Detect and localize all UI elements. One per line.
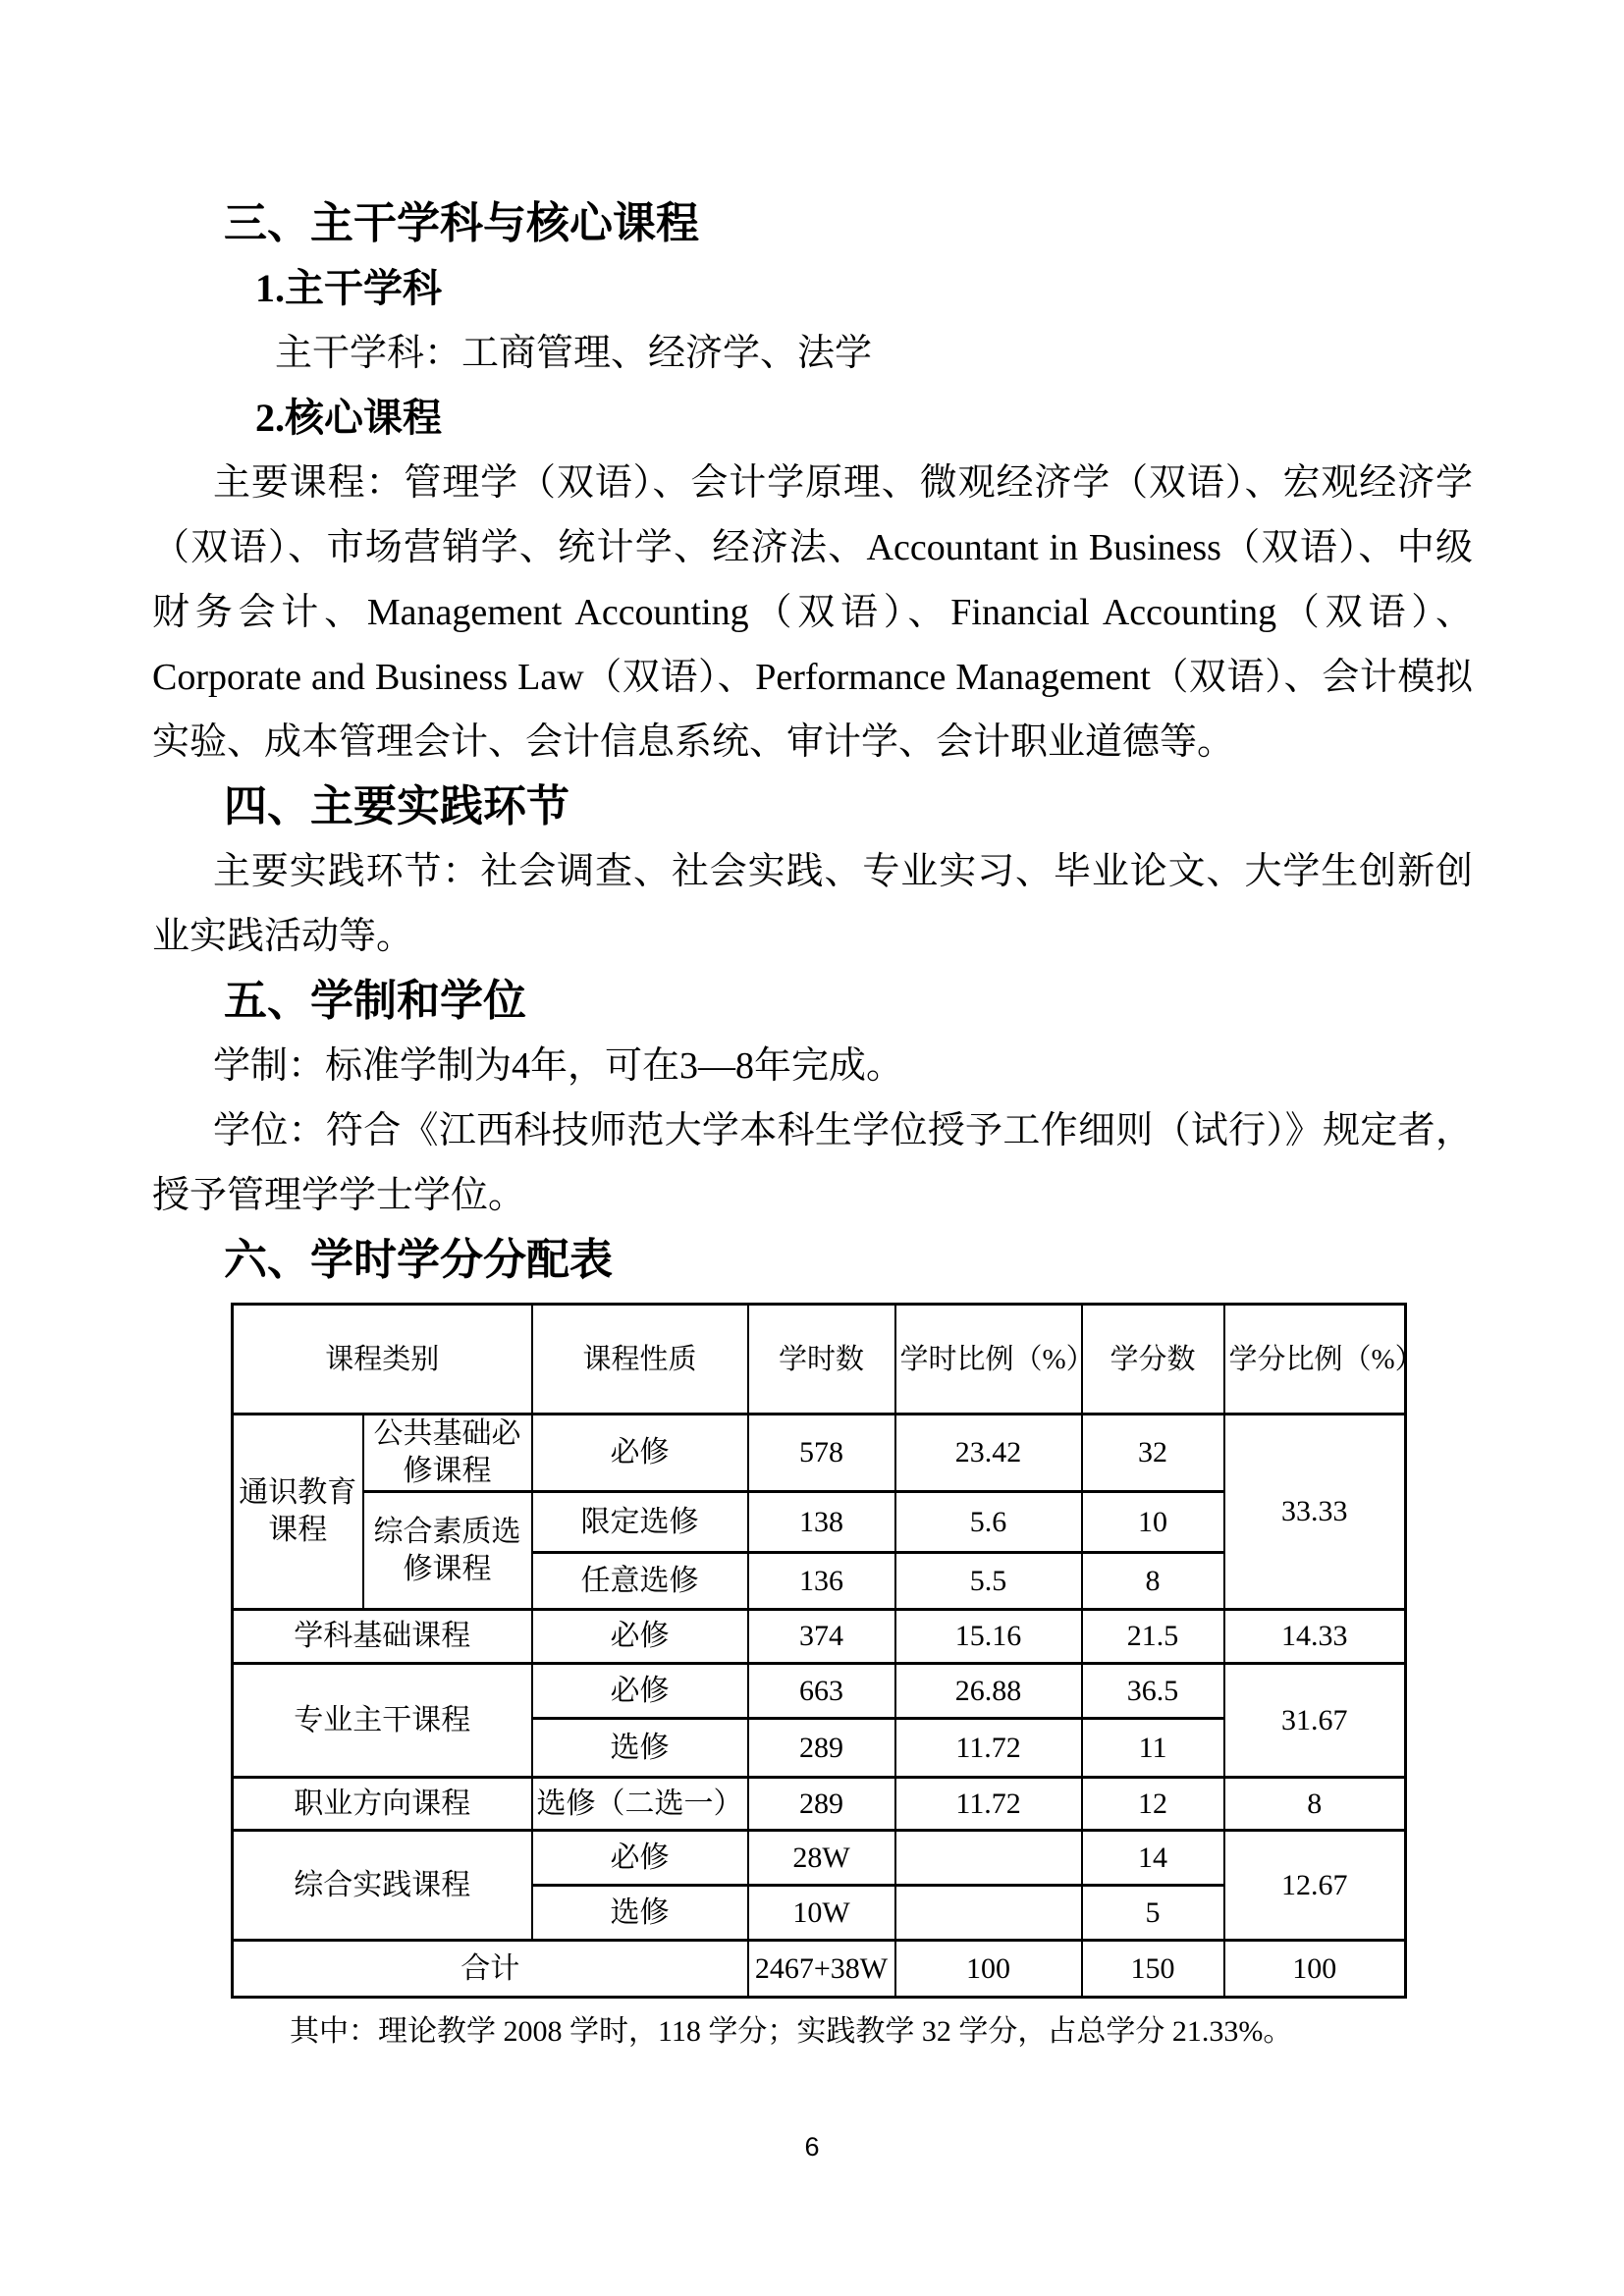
col-header-hours: 学时数 bbox=[748, 1305, 895, 1415]
col-header-nature: 课程性质 bbox=[532, 1305, 748, 1415]
cell-hours: 28W bbox=[748, 1831, 895, 1886]
cell-credits-pct: 33.33 bbox=[1224, 1415, 1406, 1610]
cell-nature: 任意选修 bbox=[532, 1553, 748, 1610]
cell-credits-pct: 12.67 bbox=[1224, 1831, 1406, 1941]
cell-credits: 14 bbox=[1082, 1831, 1224, 1886]
cell-hours: 374 bbox=[748, 1610, 895, 1664]
cell-category-major-core: 专业主干课程 bbox=[233, 1664, 532, 1778]
table-row bbox=[233, 1415, 1406, 1492]
cell-total-hours-pct: 100 bbox=[895, 1941, 1082, 1998]
section-heading-6: 六、学时学分分配表 bbox=[224, 1236, 613, 1284]
cell-hours: 663 bbox=[748, 1664, 895, 1719]
subsection-heading-core-courses: 2.核心课程 bbox=[255, 396, 442, 440]
cell-subcategory-comprehensive-elective: 综合素质选修课程 bbox=[363, 1492, 532, 1610]
cell-category-career-direction: 职业方向课程 bbox=[233, 1778, 532, 1831]
cell-nature: 限定选修 bbox=[532, 1492, 748, 1553]
table-row bbox=[233, 1778, 1406, 1831]
cell-hours-pct: 26.88 bbox=[895, 1664, 1082, 1719]
section-heading-3: 三、主干学科与核心课程 bbox=[224, 199, 699, 247]
cell-credits-pct: 31.67 bbox=[1224, 1664, 1406, 1778]
cell-credits-pct: 8 bbox=[1224, 1778, 1406, 1831]
cell-hours: 578 bbox=[748, 1415, 895, 1492]
cell-hours: 289 bbox=[748, 1778, 895, 1831]
cell-credits: 36.5 bbox=[1082, 1664, 1224, 1719]
cell-nature: 必修 bbox=[532, 1664, 748, 1719]
table-row bbox=[233, 1610, 1406, 1664]
cell-category-comprehensive-practice: 综合实践课程 bbox=[233, 1831, 532, 1941]
table-header-row bbox=[233, 1305, 1406, 1415]
table-row bbox=[233, 1831, 1406, 1886]
section-heading-5: 五、学制和学位 bbox=[224, 977, 526, 1025]
credit-allocation-table bbox=[231, 1303, 1424, 1999]
cell-credits: 12 bbox=[1082, 1778, 1224, 1831]
degree-paragraph: 学位：符合《江西科技师范大学本科生学位授予工作细则（试行）》规定者，授予管理学学士学位。 bbox=[152, 1110, 1473, 1216]
cell-credits: 21.5 bbox=[1082, 1610, 1224, 1664]
cell-total-credits-pct: 100 bbox=[1224, 1941, 1406, 1998]
cell-total-hours: 2467+38W bbox=[748, 1941, 895, 1998]
practice-paragraph: 主要实践环节：社会调查、社会实践、专业实习、毕业论文、大学生创新创业实践活动等。 bbox=[152, 851, 1473, 957]
cell-hours-pct bbox=[895, 1831, 1082, 1886]
main-disciplines-text: 主干学科：工商管理、经济学、法学 bbox=[275, 333, 873, 374]
cell-hours: 10W bbox=[748, 1886, 895, 1941]
cell-credits: 11 bbox=[1082, 1719, 1224, 1778]
cell-hours-pct: 5.6 bbox=[895, 1492, 1082, 1553]
cell-credits-pct: 14.33 bbox=[1224, 1610, 1406, 1664]
table-total-row bbox=[233, 1941, 1406, 1998]
cell-nature: 必修 bbox=[532, 1415, 748, 1492]
col-header-category: 课程类别 bbox=[233, 1305, 532, 1415]
cell-credits: 32 bbox=[1082, 1415, 1224, 1492]
cell-nature: 必修 bbox=[532, 1610, 748, 1664]
cell-total-label: 合计 bbox=[233, 1941, 748, 1998]
cell-subcategory-public-basic: 公共基础必修课程 bbox=[363, 1415, 532, 1492]
col-header-hours-pct: 学时比例（%） bbox=[895, 1305, 1082, 1415]
study-length-paragraph: 学制：标准学制为4年，可在3—8年完成。 bbox=[213, 1045, 904, 1087]
col-header-credits: 学分数 bbox=[1082, 1305, 1224, 1415]
cell-hours-pct: 23.42 bbox=[895, 1415, 1082, 1492]
cell-hours: 136 bbox=[748, 1553, 895, 1610]
subsection-heading-main-disciplines: 1.主干学科 bbox=[255, 266, 442, 310]
cell-credits: 8 bbox=[1082, 1553, 1224, 1610]
cell-hours-pct bbox=[895, 1886, 1082, 1941]
page-number: 6 bbox=[804, 2132, 820, 2162]
cell-nature: 选修 bbox=[532, 1719, 748, 1778]
cell-total-credits: 150 bbox=[1082, 1941, 1224, 1998]
cell-category-discipline-basic: 学科基础课程 bbox=[233, 1610, 532, 1664]
cell-credits: 5 bbox=[1082, 1886, 1224, 1941]
table-row bbox=[233, 1664, 1406, 1719]
cell-hours: 138 bbox=[748, 1492, 895, 1553]
section-heading-4: 四、主要实践环节 bbox=[224, 782, 569, 830]
cell-credits: 10 bbox=[1082, 1492, 1224, 1553]
cell-category-general-education: 通识教育课程 bbox=[233, 1415, 363, 1610]
cell-hours-pct: 15.16 bbox=[895, 1610, 1082, 1664]
cell-hours-pct: 11.72 bbox=[895, 1778, 1082, 1831]
cell-hours: 289 bbox=[748, 1719, 895, 1778]
table-footnote: 其中：理论教学 2008 学时，118 学分；实践教学 32 学分，占总学分 21.33%。 bbox=[290, 2015, 1293, 2048]
col-header-credits-pct: 学分比例（%） bbox=[1224, 1305, 1406, 1415]
cell-nature: 选修（二选一） bbox=[532, 1778, 748, 1831]
cell-nature: 必修 bbox=[532, 1831, 748, 1886]
cell-hours-pct: 11.72 bbox=[895, 1719, 1082, 1778]
cell-hours-pct: 5.5 bbox=[895, 1553, 1082, 1610]
core-courses-paragraph: 主要课程：管理学（双语）、会计学原理、微观经济学（双语）、宏观经济学（双语）、市场营销学、统计学、经济法、Accountant in Business（双语）、中级财务会计、Management Accounting（双语）、Financial Accounting（双语）、Corporate and Business Law（双语）、Performance Management（双语）、会计模拟实验、成本管理会计、会计信息系统、审计学、会计职业道德等。 bbox=[152, 462, 1473, 763]
cell-nature: 选修 bbox=[532, 1886, 748, 1941]
